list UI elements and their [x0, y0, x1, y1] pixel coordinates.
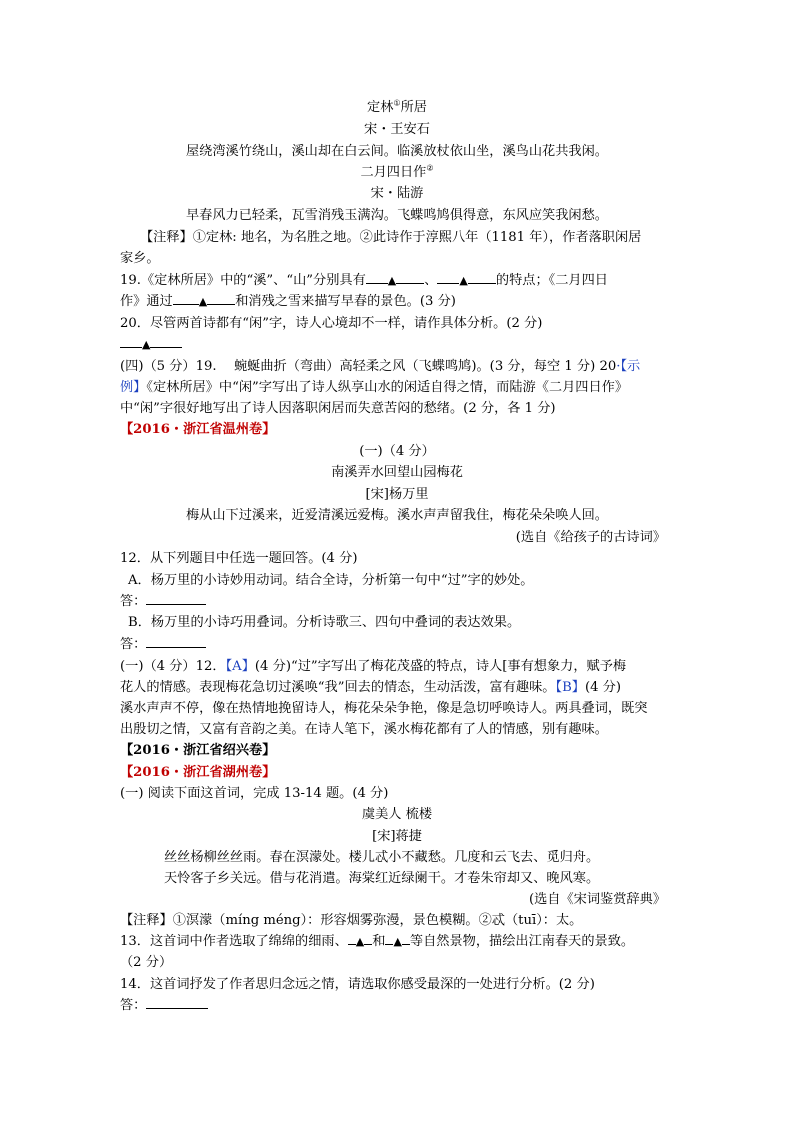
section-intro: (一) 阅读下面这首词，完成 13-14 题。(4 分) [120, 786, 389, 801]
answer-block-4: (四)（5 分）19. 蜿蜒曲折（弯曲）高轻柔之风（飞蝶鸣鸠)。(3 分，每空 1 分) 20·【示 [120, 359, 641, 374]
annotation: 【注释】①定林: 地名，为名胜之地。②此诗作于淳熙八年（1181 年），作者落职闲居 [140, 230, 642, 245]
source-tag-huzhou: 【2016・浙江省湖州卷】 [120, 765, 276, 780]
question-13: 13．这首词中作者选取了绵绵的细雨、 ▲ 和 ▲ 等自然景物，描绘出江南春天的景致。 [120, 934, 635, 949]
ci-source: (选自《宋词鉴赏辞典》 [528, 892, 666, 907]
blank-triangle: ▲ [198, 295, 208, 308]
question-19-continued: 作》通过 ▲ 和消残之雪来描写早春的景色。(3 分) [120, 294, 456, 309]
note-marker-2: ② [426, 163, 434, 173]
poem3-title: 南溪弄水回望山园梅花 [331, 465, 463, 480]
ci-title: 虞美人 梳楼 [361, 807, 433, 822]
answer-blank-20[interactable] [120, 335, 182, 355]
note-marker-1: ① [393, 98, 401, 108]
answer-block-4-line2: 例】《定林所居》中“闲”字写出了诗人纵享山水的闲适自得之情，而陆游《二月四日作》 [120, 380, 629, 395]
poem1-verse: 屋绕湾溪竹绕山，溪山却在白云间。临溪放杖依山坐，溪鸟山花共我闲。 [186, 144, 608, 159]
blank-triangle: ▲ [393, 935, 402, 948]
source-tag-shaoxing: 【2016・浙江省绍兴卷】 [120, 743, 276, 758]
poem3-author: [宋]杨万里 [365, 487, 429, 502]
answer-line-a[interactable]: 答： [120, 592, 206, 612]
annotation-continued: 家乡。 [120, 251, 160, 266]
poem3-verse: 梅从山下过溪来，近爱清溪远爱梅。溪水声声留我住，梅花朵朵唤人回。 [186, 508, 608, 523]
ci-line-1: 丝丝杨柳丝丝雨。春在溟濛处。楼儿忒小不藏愁。几度和云飞去、觅归舟。 [164, 850, 600, 865]
ci-line-2: 天怜客子乡关远。借与花消遣。海棠红近绿阑干。才卷朱帘却又、晚风寒。 [164, 871, 600, 886]
blank-triangle: ▲ [355, 935, 365, 948]
answer-block-1-line2: 花人的情感。表现梅花急切过溪唤“我”回去的情态，生动活泼，富有趣味。【B】(4 分) [120, 680, 622, 695]
blank-triangle: ▲ [387, 274, 397, 287]
annotation-2: 【注释】①溟濛（míng méng）：形容烟雾弥漫，景色模糊。②忒（tuī）：太。 [120, 913, 583, 928]
answer-block-1: (一)（4 分）12．【A】(4 分)“过”字写出了梅花茂盛的特点，诗人[事有想象力，赋予梅 [120, 659, 627, 674]
question-12-option-b: B．杨万里的小诗巧用叠词。分析诗歌三、四句中叠词的表达效果。 [128, 615, 521, 630]
answer-block-4-line3: 中“闲”字很好地写出了诗人因落职闲居而失意苦闷的愁绪。(2 分，各 1 分) [120, 401, 556, 416]
answer-line-14[interactable]: 答： [120, 996, 208, 1016]
blank-triangle: ▲ [142, 338, 151, 351]
answer-block-1-line4: 出殷切之情，又富有音韵之美。在诗人笔下，溪水梅花都有了人的情感，别有趣味。 [120, 722, 608, 737]
question-20: 20．尽管两首诗都有“闲”字，诗人心境却不一样，请作具体分析。(2 分) [120, 316, 543, 331]
blank-triangle: ▲ [459, 274, 468, 287]
poem3-source: (选自《给孩子的古诗词》 [515, 530, 666, 545]
question-19: 19.《定林所居》中的“溪”、“山”分别具有 ▲ 、 ▲ 的特点；《二月四日 [120, 273, 608, 288]
poem2-title: 二月四日作② [360, 163, 434, 180]
question-12: 12．从下列题目中任选一题回答。(4 分) [120, 551, 358, 566]
section-label: (一)（4 分） [359, 444, 435, 459]
question-14: 14．这首词抒发了作者思归念远之情，请选取你感受最深的一处进行分析。(2 分) [120, 977, 595, 992]
ci-author: [宋]蒋捷 [372, 829, 422, 844]
poem1-title: 定林①所居 [367, 98, 427, 115]
poem1-author: 宋・王安石 [364, 122, 430, 137]
answer-line-b[interactable]: 答： [120, 635, 206, 655]
source-tag-wenzhou: 【2016・浙江省温州卷】 [120, 422, 276, 437]
poem2-verse: 早春风力已轻柔，瓦雪消残玉满沟。飞蝶鸣鸠俱得意，东风应笑我闲愁。 [186, 208, 608, 223]
answer-block-1-line3: 溪水声声不停，像在热情地挽留诗人，梅花朵朵争艳，像是急切呼唤诗人。两具叠词，既突 [120, 701, 648, 716]
poem2-author: 宋・陆游 [370, 186, 424, 201]
question-13-points: （2 分） [120, 955, 173, 970]
question-12-option-a: A．杨万里的小诗妙用动词。结合全诗，分析第一句中“过”字的妙处。 [128, 573, 534, 588]
